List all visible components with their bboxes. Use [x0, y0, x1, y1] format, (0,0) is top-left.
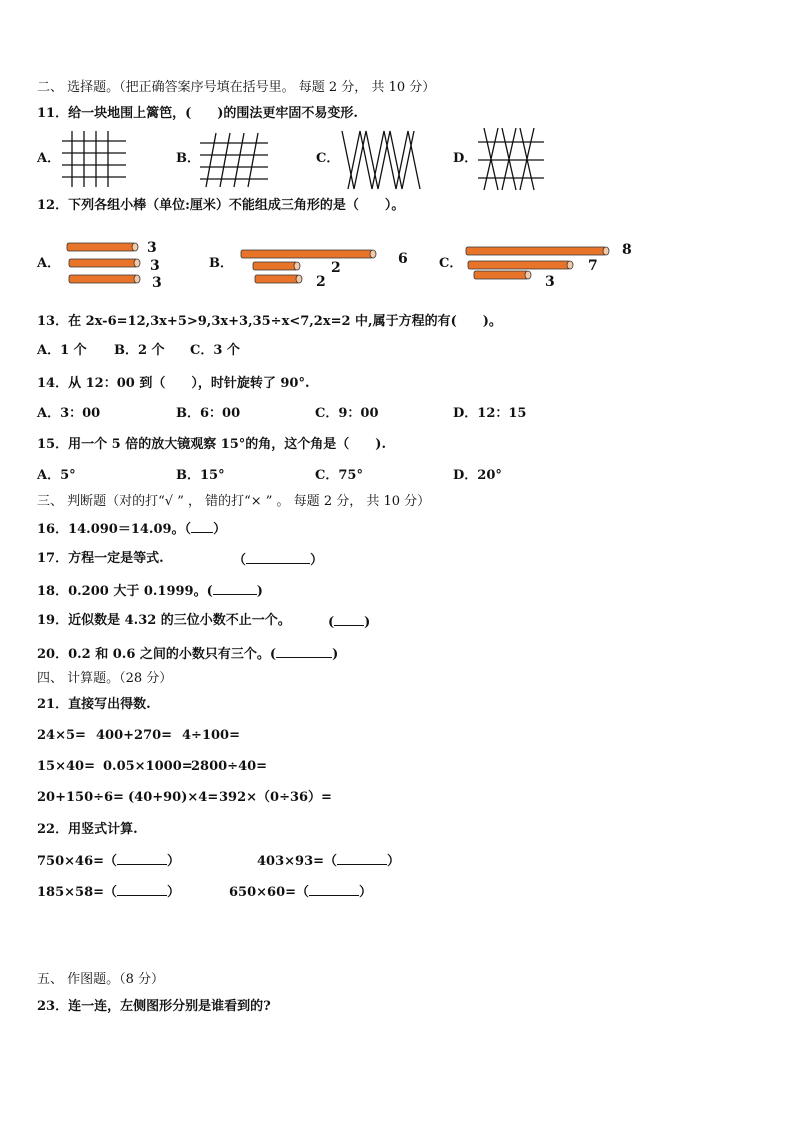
q17-open: （ [233, 553, 247, 568]
q22-item-3 [37, 883, 180, 901]
q11-option-a-label: A． [37, 151, 61, 166]
q12-rods-figure [0, 0, 794, 300]
q11-option-c-label: C． [316, 151, 340, 166]
question-22-stem: 22．用竖式计算. [37, 822, 138, 837]
q18-stem: 18．0.200 大于 0.1999。( [37, 584, 213, 599]
q12-c-rod-1 [466, 247, 606, 255]
q12-b-rod-2 [253, 262, 297, 270]
q22-item-1-close: ） [167, 854, 181, 869]
q14-option-c: C．9：00 [315, 406, 379, 421]
q22-item-2-expr: 403×93=（ [257, 854, 338, 869]
q12-a-rod-2 [69, 259, 137, 267]
q21-item: 20+150÷6= [37, 790, 124, 805]
q19-close: ) [364, 615, 371, 630]
q12-b-rod-3-end [296, 275, 302, 283]
q15-option-a: A．5° [37, 468, 76, 483]
q12-c-rod-3-end [525, 271, 531, 279]
question-15-stem: 15．用一个 5 倍的放大镜观察 15°的角，这个角是（ ). [37, 437, 386, 452]
q21-item: 392×（0÷36）= [219, 790, 332, 805]
q22-item-4-blank[interactable] [309, 883, 359, 896]
question-21-stem: 21．直接写出得数. [37, 697, 151, 712]
question-13-stem: 13．在 2x-6=12,3x+5>9,3x+3,35÷x<7,2x=2 中,属于方程的有( )。 [37, 314, 502, 329]
q16-stem: 16．14.090＝14.09。（ [37, 522, 192, 537]
q17-close: ） [310, 553, 324, 568]
q19-open: ( [328, 615, 335, 630]
q12-b-rod-3 [255, 275, 299, 283]
q22-item-4 [229, 883, 372, 901]
section-2-heading: 二、 选择题。（把正确答案序号填在括号里。 每题 2 分， 共 10 分） [37, 80, 436, 95]
q22-item-3-close: ） [167, 885, 181, 900]
section-4-heading: 四、 计算题。（28 分） [37, 671, 173, 686]
q22-item-1-expr: 750×46=（ [37, 854, 118, 869]
q12-b-rod-2-end [294, 262, 300, 270]
q12-b-rod-1-end [370, 250, 376, 258]
q12-a-rod-3 [69, 275, 137, 283]
q12-option-c-label: C． [439, 256, 463, 271]
q22-item-1 [37, 852, 180, 870]
q12-c-rod3-length: 3 [545, 274, 555, 290]
q17-answer-blank[interactable] [246, 551, 310, 564]
q14-option-a: A．3：00 [37, 406, 101, 421]
q19-answer [328, 613, 370, 631]
q12-a-rod3-length: 3 [152, 275, 162, 291]
q17-answer [233, 551, 323, 569]
question-18 [37, 582, 263, 600]
question-16 [37, 520, 226, 538]
q22-item-2-close: ） [387, 854, 401, 869]
q15-option-d: D．20° [453, 468, 502, 483]
q18-close: ) [256, 584, 263, 599]
q16-answer-blank[interactable] [191, 520, 213, 533]
q12-b-rod-1 [241, 250, 373, 258]
q22-item-2-blank[interactable] [337, 852, 387, 865]
q21-item: (40+90)×4= [128, 790, 219, 805]
q13-option-a: A．1 个 [37, 343, 87, 358]
q12-option-a-label: A． [37, 256, 61, 271]
q20-answer-blank[interactable] [276, 645, 332, 658]
question-23-stem: 23．连一连，左侧图形分别是谁看到的? [37, 999, 271, 1014]
q12-c-rod-2 [468, 261, 570, 269]
q21-item: 400+270= [96, 728, 173, 743]
q22-item-1-blank[interactable] [117, 852, 167, 865]
q12-a-rod-3-end [134, 275, 140, 283]
question-17-stem: 17．方程一定是等式. [37, 551, 164, 566]
q18-answer-blank[interactable] [213, 582, 257, 595]
q13-option-c: C．3 个 [190, 343, 240, 358]
q22-item-4-close: ） [359, 885, 373, 900]
q21-item: 2800÷40= [191, 759, 268, 774]
q12-a-rod-1-end [132, 243, 138, 251]
q12-a-rod2-length: 3 [150, 258, 160, 274]
q11-option-b-label: B． [176, 151, 200, 166]
q12-c-rod-2-end [567, 261, 573, 269]
q21-item: 4÷100= [182, 728, 240, 743]
q22-item-3-expr: 185×58=（ [37, 885, 118, 900]
q20-stem: 20．0.2 和 0.6 之间的小数只有三个。( [37, 647, 277, 662]
q22-item-4-expr: 650×60=（ [229, 885, 310, 900]
q12-a-rod1-length: 3 [147, 240, 157, 256]
q15-option-b: B．15° [176, 468, 225, 483]
q22-item-2 [257, 852, 400, 870]
q14-option-b: B．6：00 [176, 406, 241, 421]
q21-item: 0.05×1000= [103, 759, 193, 774]
question-12-stem: 12．下列各组小棒（单位:厘米）不能组成三角形的是（ ）。 [37, 198, 405, 213]
q12-b-rod2-length: 2 [331, 260, 341, 276]
q12-c-rod-3 [474, 271, 528, 279]
question-11-stem: 11．给一块地围上篱笆，( )的围法更牢固不易变形. [37, 106, 358, 121]
section-3-heading: 三、 判断题（对的打“√ ” ， 错的打“× ” 。 每题 2 分， 共 10 分） [37, 494, 431, 509]
q16-close: ） [213, 522, 227, 537]
section-5-heading: 五、 作图题。（8 分） [37, 972, 165, 987]
question-19-stem: 19．近似数是 4.32 的三位小数不止一个。 [37, 613, 291, 628]
q14-option-d: D．12：15 [453, 406, 527, 421]
q13-option-b: B．2 个 [114, 343, 165, 358]
q21-item: 24×5= [37, 728, 86, 743]
q12-b-rod1-length: 6 [398, 251, 408, 267]
q11-option-d-label: D． [453, 151, 478, 166]
question-20 [37, 645, 338, 663]
q20-close: ) [332, 647, 339, 662]
q12-b-rod3-length: 2 [316, 274, 326, 290]
q15-option-c: C．75° [315, 468, 363, 483]
q21-item: 15×40= [37, 759, 95, 774]
question-14-stem: 14．从 12：00 到（ ），时针旋转了 90°. [37, 376, 310, 391]
q12-c-rod2-length: 7 [588, 258, 598, 274]
q22-item-3-blank[interactable] [117, 883, 167, 896]
q12-a-rod-1 [67, 243, 135, 251]
q12-option-b-label: B． [209, 256, 233, 271]
q12-a-rod-2-end [134, 259, 140, 267]
q12-c-rod1-length: 8 [622, 242, 632, 258]
q19-answer-blank[interactable] [334, 613, 364, 626]
q12-c-rod-1-end [603, 247, 609, 255]
